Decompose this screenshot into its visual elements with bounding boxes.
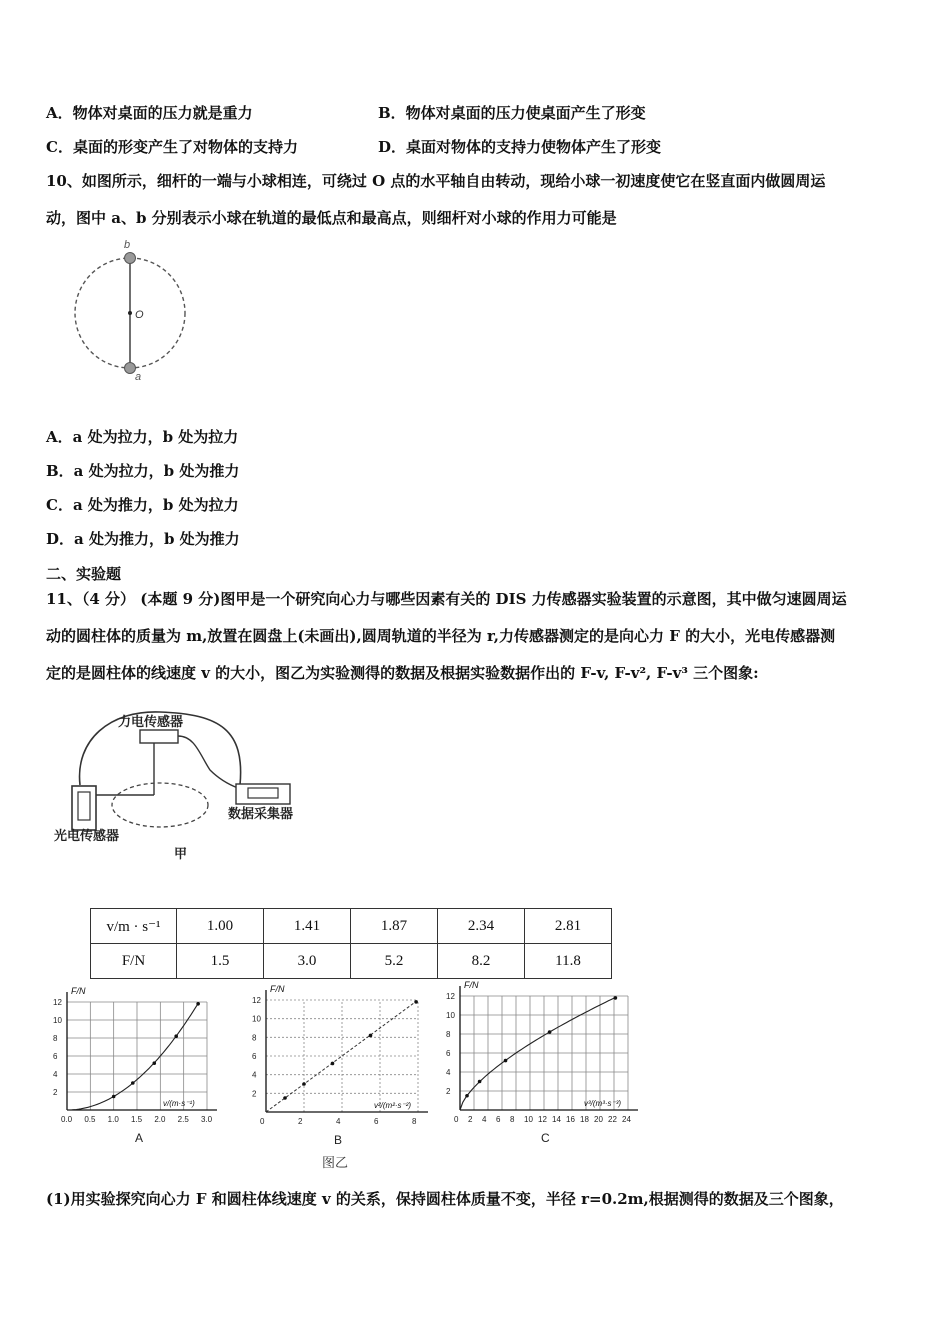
y-axis-label: F/N — [71, 986, 86, 996]
x-axis-label: v²/(m²·s⁻²) — [374, 1101, 412, 1110]
x-tick-label: 8 — [510, 1115, 515, 1124]
q10-figure — [60, 234, 200, 384]
q10-option-b: B．a 处为拉力，b 处为推力 — [46, 462, 240, 480]
chart-b — [250, 980, 450, 1150]
data-point — [302, 1082, 306, 1086]
x-axis-label: v³/(m³·s⁻³) — [584, 1099, 622, 1108]
y-axis-label: F/N — [464, 980, 479, 990]
data-point — [152, 1061, 156, 1065]
y-tick-label: 10 — [446, 1011, 455, 1020]
x-tick-label: 4 — [336, 1117, 341, 1126]
y-tick-label: 12 — [446, 992, 455, 1001]
y-tick-label: 6 — [53, 1052, 58, 1061]
data-point — [112, 1095, 116, 1099]
x-tick-label: 2.0 — [154, 1115, 166, 1124]
q10-option-d: D．a 处为推力，b 处为推力 — [46, 530, 240, 548]
force-sensor-label: 力电传感器 — [118, 714, 184, 729]
x-tick-label: 12 — [538, 1115, 547, 1124]
x-axis-label: v/(m·s⁻¹) — [163, 1099, 195, 1108]
x-tick-label: 18 — [580, 1115, 589, 1124]
q11-stem-line3: 定的是圆柱体的线速度 v 的大小，图乙为实验测得的数据及根据实验数据作出的 F-v, F-v², F-v³ 三个图象: — [46, 664, 759, 682]
label-b: b — [124, 239, 131, 251]
x-tick-label: 20 — [594, 1115, 603, 1124]
force-sensor-wire — [178, 736, 238, 788]
x-tick-label: 2.5 — [177, 1115, 189, 1124]
x-tick-label: 24 — [622, 1115, 631, 1124]
y-tick-label: 8 — [252, 1033, 257, 1043]
chart-label: C — [541, 1131, 550, 1145]
x-tick-label: 4 — [482, 1115, 487, 1124]
q10-option-c: C．a 处为推力，b 处为拉力 — [46, 496, 239, 514]
x-tick-label: 2 — [468, 1115, 473, 1124]
y-tick-label: 8 — [53, 1034, 58, 1043]
data-point — [548, 1030, 552, 1034]
q10-stem-line1: 10、如图所示，细杆的一端与小球相连，可绕过 O 点的水平轴自由转动，现给小球一初速度使它在竖直面内做圆周运 — [46, 172, 826, 190]
photo-sensor-window — [78, 792, 90, 820]
figure-caption-jia: 甲 — [174, 846, 188, 861]
q10-option-a: A．a 处为拉力，b 处为拉力 — [46, 428, 239, 446]
table-header-f: F/N — [91, 944, 177, 979]
chart-a — [45, 980, 260, 1150]
table-row — [91, 909, 612, 944]
data-table — [90, 908, 612, 979]
chart-label: B — [334, 1133, 343, 1147]
data-point — [504, 1059, 508, 1063]
table-row — [91, 944, 612, 979]
data-point — [414, 1000, 418, 1004]
x-tick-label: 6 — [496, 1115, 501, 1124]
y-tick-label: 6 — [252, 1052, 257, 1061]
y-tick-label: 2 — [53, 1088, 58, 1097]
q9-option-c: C．桌面的形变产生了对物体的支持力 — [46, 138, 298, 156]
table-cell: 2.81 — [525, 909, 612, 944]
data-collector-label: 数据采集器 — [228, 806, 294, 821]
x-tick-label: 10 — [524, 1115, 533, 1124]
x-tick-label: 16 — [566, 1115, 575, 1124]
x-tick-label: 14 — [552, 1115, 561, 1124]
chart-c — [440, 978, 670, 1148]
x-tick-label: 0 — [454, 1115, 459, 1124]
y-tick-label: 6 — [446, 1049, 451, 1058]
x-tick-label: 22 — [608, 1115, 617, 1124]
y-tick-label: 4 — [53, 1070, 58, 1079]
x-tick-label: 0.0 — [61, 1115, 73, 1124]
table-cell: 2.34 — [438, 909, 525, 944]
q11-stem-line2: 动的圆柱体的质量为 m,放置在圆盘上(未画出),圆周轨道的半径为 r,力传感器测定的是向心力 F 的大小，光电传感器测 — [46, 627, 836, 645]
x-tick-label: 6 — [374, 1117, 379, 1126]
x-tick-label: 3.0 — [201, 1115, 213, 1124]
ball-bottom — [125, 363, 136, 374]
table-header-v: v/m · s⁻¹ — [91, 909, 177, 944]
y-tick-label: 12 — [53, 998, 62, 1007]
y-tick-label: 12 — [252, 996, 261, 1005]
table-cell: 5.2 — [351, 944, 438, 979]
graph-caption: 图乙 — [322, 1156, 349, 1171]
x-tick-label: 0.5 — [84, 1115, 96, 1124]
data-point — [331, 1062, 335, 1066]
data-point — [283, 1096, 287, 1100]
table-cell: 1.87 — [351, 909, 438, 944]
y-tick-label: 2 — [252, 1089, 257, 1099]
disk-orbit — [112, 783, 208, 827]
y-tick-label: 2 — [446, 1087, 451, 1096]
data-collector-screen — [248, 788, 278, 798]
table-cell: 1.00 — [177, 909, 264, 944]
q9-option-b: B．物体对桌面的压力使桌面产生了形变 — [378, 104, 646, 122]
x-tick-label: 0 — [260, 1117, 265, 1126]
section-heading: 二、实验题 — [46, 565, 122, 583]
y-axis-label: F/N — [270, 984, 285, 994]
table-cell: 3.0 — [264, 944, 351, 979]
x-tick-label: 1.0 — [107, 1115, 119, 1124]
chart-label: A — [135, 1131, 144, 1145]
y-tick-label: 4 — [446, 1068, 451, 1077]
data-point — [478, 1080, 482, 1084]
y-tick-label: 10 — [53, 1016, 62, 1025]
q9-option-d: D．桌面对物体的支持力使物体产生了形变 — [378, 138, 662, 156]
table-cell: 8.2 — [438, 944, 525, 979]
y-tick-label: 8 — [446, 1030, 451, 1039]
table-cell: 11.8 — [525, 944, 612, 979]
x-tick-label: 2 — [298, 1117, 303, 1126]
table-cell: 1.41 — [264, 909, 351, 944]
apparatus-figure — [50, 700, 320, 870]
data-point — [174, 1034, 178, 1038]
q10-stem-line2: 动，图中 a、b 分别表示小球在轨道的最低点和最高点，则细杆对小球的作用力可能是 — [46, 209, 617, 227]
q11-part1: (1)用实验探究向心力 F 和圆柱体线速度 v 的关系，保持圆柱体质量不变，半径 r=0.2m,根据测得的数据及三个图象， — [46, 1190, 844, 1208]
label-o: O — [135, 309, 144, 321]
photo-sensor-label: 光电传感器 — [54, 828, 120, 843]
x-tick-label: 8 — [412, 1117, 417, 1126]
table-cell: 1.5 — [177, 944, 264, 979]
label-a: a — [135, 371, 142, 383]
data-point — [614, 996, 618, 1000]
q11-stem-line1: 11、（4 分） (本题 9 分)图甲是一个研究向心力与哪些因素有关的 DIS 力传感器实验装置的示意图，其中做匀速圆周运 — [46, 590, 847, 608]
x-tick-label: 1.5 — [131, 1115, 143, 1124]
data-point — [465, 1094, 469, 1098]
y-tick-label: 10 — [252, 1014, 261, 1024]
ball-top — [125, 253, 136, 264]
q9-option-a: A．物体对桌面的压力就是重力 — [46, 104, 253, 122]
y-tick-label: 4 — [252, 1070, 257, 1080]
data-point — [196, 1002, 200, 1006]
data-point — [369, 1034, 373, 1038]
force-sensor-box — [140, 730, 178, 743]
pivot-point — [128, 311, 132, 315]
data-point — [131, 1081, 135, 1085]
